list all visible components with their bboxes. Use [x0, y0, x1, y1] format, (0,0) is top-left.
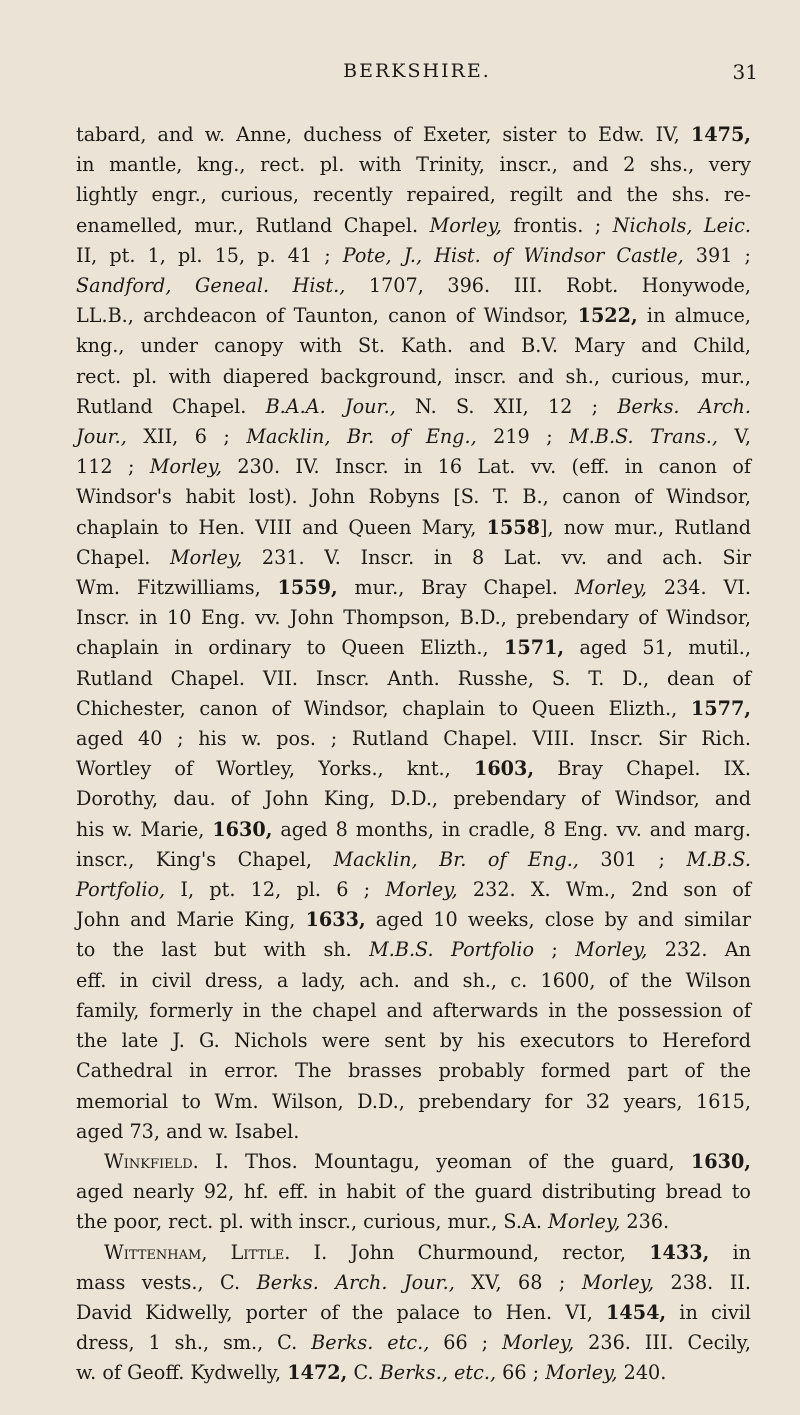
text-run: Cathedral in error. The brasses probably formed part of the [76, 1059, 751, 1083]
text-run: 1603, [473, 757, 535, 781]
text-line [76, 845, 751, 875]
text-run: the poor, rect. pl. with inscr., curious, mur., S.A. [76, 1210, 549, 1234]
body-text [76, 120, 751, 1389]
text-run: aged nearly 92, hf. eff. in habit of the guard distributing bread to [76, 1180, 751, 1204]
text-line [76, 664, 751, 694]
text-run: I, pt. 12, pl. 6 ; [165, 878, 386, 902]
text-run: Chapel. [76, 545, 170, 569]
page-header [76, 60, 758, 88]
text-run: 1522, [577, 304, 638, 328]
text-run: 1633, [305, 908, 366, 932]
text-run: XII, 6 ; [126, 425, 247, 449]
text-run: ; [534, 938, 576, 962]
text-line [76, 784, 751, 814]
text-run: Morley, [574, 576, 648, 600]
text-line [76, 603, 751, 633]
text-run: 1577, [690, 696, 751, 720]
text-run: B.A.A. Jour., [265, 394, 396, 418]
page-number: 31 [732, 60, 758, 84]
text-run: the late J. G. Nichols were sent by his executors to Hereford [76, 1029, 751, 1053]
text-line [76, 1358, 751, 1388]
text-run: Morley, [545, 1361, 618, 1385]
text-run: M.B.S. Portfolio [369, 938, 534, 962]
text-run: enamelled, mur., Rutland Chapel. [76, 213, 430, 237]
text-run: 236. III. Cecily, [574, 1331, 752, 1355]
text-run: Morley, [170, 545, 243, 569]
text-run: Dorothy, dau. of John King, D.D., prebendary of Windsor, and [76, 787, 751, 811]
text-run: C. [347, 1361, 380, 1385]
text-run: 1571, [504, 636, 565, 660]
text-run: 240. [617, 1361, 667, 1385]
text-line [76, 1147, 751, 1177]
text-run: chaplain to Hen. VIII and Queen Mary, [76, 515, 487, 539]
text-run: Morley, [429, 213, 502, 237]
text-line [76, 754, 751, 784]
text-run: Morley, [575, 938, 648, 962]
running-head: BERKSHIRE. [343, 60, 491, 82]
text-line [76, 392, 751, 422]
text-run: Berks. Arch. [617, 394, 752, 418]
text-line [76, 694, 751, 724]
text-run: kng., under canopy with St. Kath. and B.V. Mary and Child, [76, 334, 751, 358]
text-run: Rutland Chapel. VII. Inscr. Anth. Russhe, S. T. D., dean of [76, 666, 751, 690]
text-line [76, 875, 751, 905]
text-run: aged 40 ; his w. pos. ; Rutland Chapel. VIII. Inscr. Sir Rich. [76, 727, 751, 751]
text-run: Berks. Arch. Jour., [256, 1270, 455, 1294]
text-run: family, formerly in the chapel and afterwards in the possession of [76, 998, 751, 1022]
text-run: in [709, 1240, 751, 1264]
text-run: David Kidwelly, porter of the palace to Hen. VI, [76, 1300, 607, 1324]
text-run: Macklin, Br. of Eng., [246, 425, 477, 449]
text-line [76, 1056, 751, 1086]
text-run: 230. IV. Inscr. in 16 Lat. vv. (eff. in canon of [222, 455, 751, 479]
text-run: Windsor's habit lost). John Robyns [S. T. B., canon of Windsor, [76, 485, 751, 509]
text-run: Winkfield. [104, 1149, 199, 1173]
text-line [76, 271, 751, 301]
text-run: 1472, [287, 1361, 348, 1385]
text-run: 1454, [606, 1300, 667, 1324]
text-run: dress, 1 sh., sm., C. [76, 1331, 312, 1355]
text-run: V, [717, 425, 751, 449]
text-line [76, 150, 751, 180]
text-run: inscr., King's Chapel, [76, 847, 334, 871]
text-line [76, 211, 751, 241]
text-line [76, 905, 751, 935]
text-run: XV, 68 ; [454, 1270, 582, 1294]
text-line [76, 1298, 751, 1328]
text-run: Jour., [76, 425, 127, 449]
text-run: mass vests., C. [76, 1270, 257, 1294]
text-run: Berks., etc., [379, 1361, 497, 1385]
text-run: lightly engr., curious, recently repaired, regilt and the shs. re- [76, 183, 751, 207]
text-run: Sandford, Geneal. Hist., [76, 274, 346, 298]
text-run: I. John Churmound, rector, [290, 1240, 650, 1264]
text-run: eff. in civil dress, a lady, ach. and sh., c. 1600, of the Wilson [76, 968, 751, 992]
text-line [76, 1268, 751, 1298]
text-run: in almuce, [637, 304, 751, 328]
text-run: in civil [666, 1300, 751, 1324]
text-run: M.B.S. Trans., [569, 425, 718, 449]
text-run: Berks. etc., [311, 1331, 430, 1355]
text-run: Morley, [501, 1331, 575, 1355]
text-run: Chichester, canon of Windsor, chaplain to Queen Elizth., [76, 696, 691, 720]
text-line [76, 1238, 751, 1268]
text-run: 66 ; [429, 1331, 502, 1355]
text-run: to the last but with sh. [76, 938, 370, 962]
text-run: 234. VI. [647, 576, 751, 600]
text-run: rect. pl. with diapered background, inscr. and sh., curious, mur., [76, 364, 751, 388]
text-run: mur., Bray Chapel. [337, 576, 575, 600]
text-line [76, 241, 751, 271]
text-run: 1630, [690, 1149, 751, 1173]
text-run: Macklin, Br. of Eng., [333, 847, 579, 871]
text-run: M.B.S. [686, 847, 751, 871]
text-run: w. of Geoff. Kydwelly, [76, 1361, 288, 1385]
text-run: I. Thos. Mountagu, yeoman of the guard, [198, 1149, 691, 1173]
text-line [76, 1328, 751, 1358]
text-line [76, 1207, 751, 1237]
text-line [76, 452, 751, 482]
text-run: memorial to Wm. Wilson, D.D., prebendary for 32 years, 1615, [76, 1089, 751, 1113]
text-run: 391 ; [683, 243, 751, 267]
text-run: Bray Chapel. IX. [534, 757, 751, 781]
text-run: John and Marie King, [76, 908, 306, 932]
text-run: 232. An [647, 938, 752, 962]
text-line [76, 1087, 751, 1117]
text-line [76, 1026, 751, 1056]
text-run: his w. Marie, [76, 817, 213, 841]
text-run: Pote, J., Hist. of Windsor Castle, [342, 243, 684, 267]
text-run: 66 ; [496, 1361, 546, 1385]
text-run: Morley, [149, 455, 222, 479]
text-run: 1558 [486, 515, 540, 539]
text-run: aged 10 weeks, close by and similar [365, 908, 752, 932]
text-run: 238. II. [654, 1270, 751, 1294]
text-line [76, 633, 751, 663]
text-run: Wittenham, Little. [104, 1240, 291, 1264]
text-run: Wm. Fitzwilliams, [76, 576, 278, 600]
text-run: LL.B., archdeacon of Taunton, canon of Windsor, [76, 304, 578, 328]
text-run: aged 73, and w. Isabel. [76, 1119, 300, 1143]
text-run: 232. X. Wm., 2nd son of [457, 878, 752, 902]
text-run: 1475, [690, 123, 751, 146]
text-line [76, 120, 751, 150]
text-line [76, 724, 751, 754]
text-run: 301 ; [578, 847, 687, 871]
text-run: ], now mur., Rutland [539, 515, 751, 539]
text-line [76, 1117, 751, 1147]
text-run: Rutland Chapel. [76, 394, 266, 418]
text-line [76, 543, 751, 573]
text-line [76, 422, 751, 452]
text-run: 1630, [212, 817, 273, 841]
text-run: Morley, [548, 1210, 621, 1234]
text-run: Portfolio, [76, 878, 166, 902]
text-run: 1433, [649, 1240, 710, 1264]
text-line [76, 362, 751, 392]
text-line [76, 935, 751, 965]
text-run: Inscr. in 10 Eng. vv. John Thompson, B.D., prebendary of Windsor, [76, 606, 751, 630]
text-line [76, 513, 751, 543]
text-line [76, 180, 751, 210]
text-line [76, 573, 751, 603]
text-run: frontis. ; [501, 213, 613, 237]
text-run: N. S. XII, 12 ; [395, 394, 618, 418]
text-run: Morley, [581, 1270, 655, 1294]
text-run: 112 ; [76, 455, 150, 479]
text-line [76, 815, 751, 845]
text-line [76, 1177, 751, 1207]
text-line [76, 966, 751, 996]
text-run: tabard, and w. Anne, duchess of Exeter, sister to Edw. IV, [76, 123, 691, 146]
text-line [76, 996, 751, 1026]
text-run: 236. [620, 1210, 670, 1234]
text-line [76, 482, 751, 512]
text-line [76, 301, 751, 331]
text-line [76, 331, 751, 361]
text-run: 1707, 396. III. Robt. Honywode, [345, 274, 751, 298]
text-run: 1559, [277, 576, 338, 600]
text-run: chaplain in ordinary to Queen Elizth., [76, 636, 505, 660]
text-run: 219 ; [476, 425, 570, 449]
text-run: aged 8 months, in cradle, 8 Eng. vv. and marg. [272, 817, 752, 841]
text-run: in mantle, kng., rect. pl. with Trinity, inscr., and 2 shs., very [76, 153, 751, 177]
text-run: 231. V. Inscr. in 8 Lat. vv. and ach. Sir [242, 545, 752, 569]
text-run: Nichols, Leic. [612, 213, 751, 237]
text-run: II, pt. 1, pl. 15, p. 41 ; [76, 243, 343, 267]
text-run: aged 51, mutil., [564, 636, 752, 660]
text-run: Morley, [385, 878, 458, 902]
text-run: Wortley of Wortley, Yorks., knt., [76, 757, 474, 781]
